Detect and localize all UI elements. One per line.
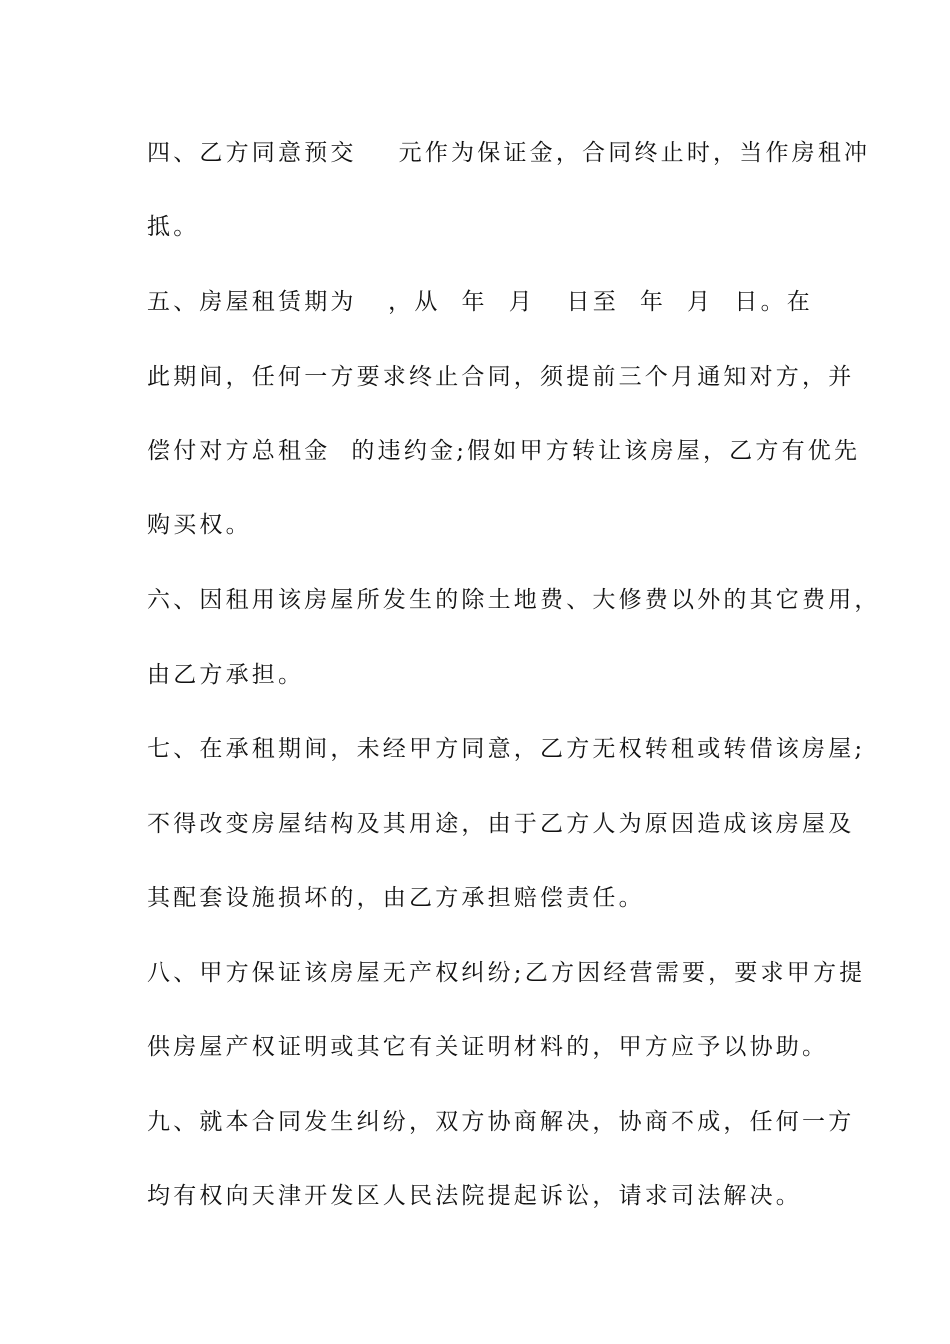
text-line-clause-7-b: 不得改变房屋结构及其用途，由于乙方人为原因造成该房屋及	[147, 811, 855, 837]
text-line-clause-9-b: 均有权向天津开发区人民法院提起诉讼，请求司法解决。	[147, 1183, 802, 1209]
text-line-clause-5-d: 购买权。	[147, 512, 252, 538]
text-line-clause-9-a: 九、就本合同发生纠纷，双方协商解决，协商不成，任何一方	[147, 1109, 855, 1135]
text-line-clause-7-a: 七、在承租期间，未经甲方同意，乙方无权转租或转借该房屋;	[147, 736, 866, 762]
text-line-clause-6-b: 由乙方承担。	[147, 662, 305, 688]
text-line-clause-5-c: 偿付对方总租金 的违约金;假如甲方转让该房屋，乙方有优先	[147, 438, 861, 464]
text-line-clause-4-b: 抵。	[147, 214, 200, 240]
text-line-clause-8-b: 供房屋产权证明或其它有关证明材料的，甲方应予以协助。	[147, 1034, 829, 1060]
text-line-clause-7-c: 其配套设施损坏的，由乙方承担赔偿责任。	[147, 885, 645, 911]
text-line-clause-8-a: 八、甲方保证该房屋无产权纠纷;乙方因经营需要，要求甲方提	[147, 960, 866, 986]
text-line-clause-5-a: 五、房屋租赁期为 ，从 年 月 日至 年 月 日。在	[147, 289, 813, 315]
text-line-clause-4-a: 四、乙方同意预交 元作为保证金，合同终止时，当作房租冲	[147, 140, 871, 166]
text-line-clause-5-b: 此期间，任何一方要求终止合同，须提前三个月通知对方，并	[147, 364, 855, 390]
text-line-clause-6-a: 六、因租用该房屋所发生的除土地费、大修费以外的其它费用，	[147, 587, 881, 613]
